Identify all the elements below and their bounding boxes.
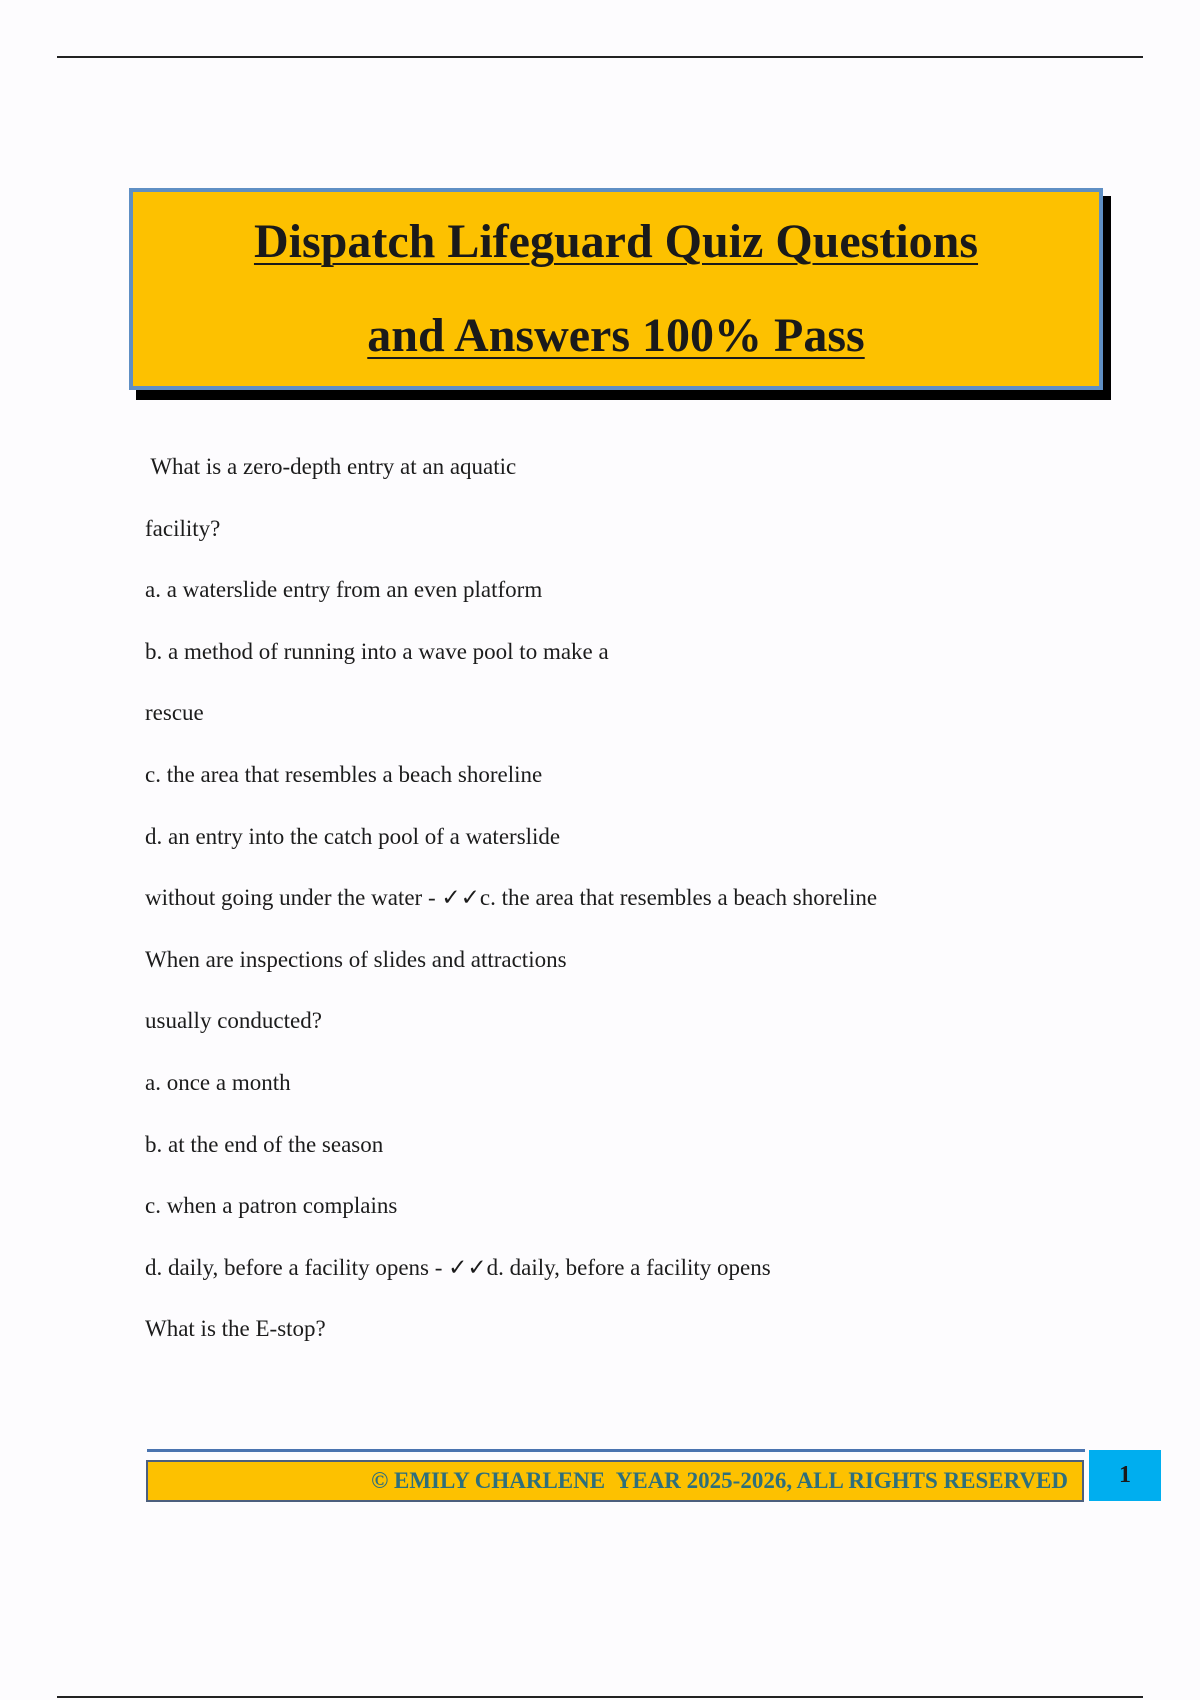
question-1-line-2: facility?: [145, 515, 221, 541]
question-1-option-b: b. a method of running into a wave pool to make a: [145, 638, 609, 664]
page-number: 1: [1119, 1462, 1131, 1488]
bottom-rule: [57, 1696, 1143, 1698]
question-3-line-1: What is the E-stop?: [145, 1316, 326, 1342]
question-1-line-1: What is a zero-depth entry at an aquatic: [145, 454, 517, 479]
question-1-option-b-cont: rescue: [145, 700, 204, 726]
question-2-option-a: a. once a month: [145, 1069, 291, 1095]
quiz-content: [145, 452, 1145, 1376]
question-2-option-b: b. at the end of the season: [145, 1131, 384, 1157]
footer-rule: [147, 1449, 1085, 1452]
title-line-1: Dispatch Lifeguard Quiz Questions: [253, 215, 979, 268]
page-number-box: [1089, 1450, 1161, 1501]
footer-bar: [146, 1460, 1084, 1502]
question-1-answer: without going under the water - ✓✓c. the area that resembles a beach shoreline: [145, 885, 878, 911]
top-rule: [57, 56, 1143, 58]
question-2-answer: d. daily, before a facility opens - ✓✓d. daily, before a facility opens: [145, 1254, 771, 1280]
copyright-text: © EMILY CHARLENE YEAR 2025-2026, ALL RIGHTS RESERVED: [371, 1468, 1068, 1493]
title-box: [129, 188, 1103, 390]
question-2-line-1: When are inspections of slides and attractions: [145, 946, 567, 972]
question-2-option-c: c. when a patron complains: [145, 1193, 398, 1219]
question-1-option-c: c. the area that resembles a beach shoreline: [145, 761, 543, 787]
title-line-2: and Answers 100% Pass: [367, 309, 865, 362]
question-1-option-d: d. an entry into the catch pool of a waterslide: [145, 823, 561, 849]
question-2-line-2: usually conducted?: [145, 1008, 322, 1034]
question-1-option-a: a. a waterslide entry from an even platform: [145, 577, 543, 603]
